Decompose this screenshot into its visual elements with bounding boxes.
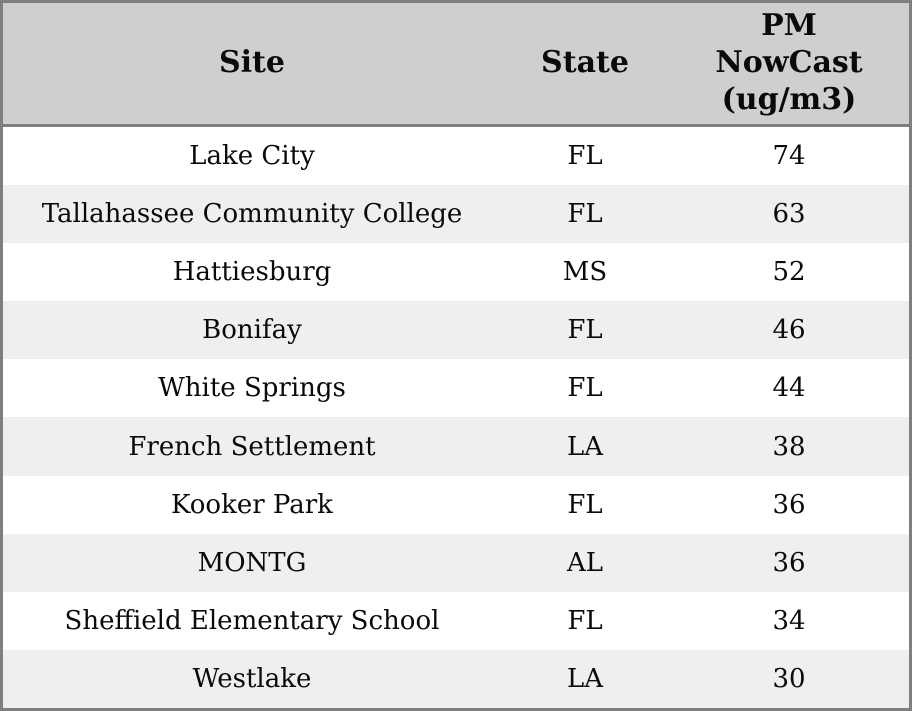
cell-site: French Settlement [128, 431, 376, 462]
column-header-pm-line-3: (ug/m3) [721, 81, 857, 117]
column-header-pm-line-1: PM [761, 8, 817, 44]
cell-state: FL [567, 373, 603, 404]
cell-pm: 46 [772, 315, 806, 346]
table-row [3, 185, 909, 243]
table-row [3, 359, 909, 417]
cell-state: AL [566, 547, 604, 578]
cell-state: MS [562, 257, 608, 288]
cell-site: Kooker Park [171, 489, 333, 520]
table-header-row [3, 3, 909, 127]
column-header-state-label: State [541, 45, 629, 81]
cell-site: Sheffield Elementary School [64, 605, 440, 636]
cell-pm: 36 [772, 547, 806, 578]
cell-site: White Springs [158, 373, 346, 404]
column-header-state [501, 45, 669, 82]
cell-state: FL [567, 489, 603, 520]
cell-site: Bonifay [202, 315, 302, 346]
table-row [3, 650, 909, 708]
column-header-pm-line-2: NowCast [715, 45, 863, 81]
table-row [3, 301, 909, 359]
column-header-site-label: Site [218, 45, 285, 81]
table-row [3, 534, 909, 592]
column-header-pm-nowcast [669, 8, 909, 119]
cell-pm: 44 [772, 373, 806, 404]
cell-state: FL [567, 141, 603, 172]
cell-pm: 63 [772, 199, 806, 230]
cell-site: MONTG [197, 547, 307, 578]
table-row [3, 417, 909, 475]
column-header-site [3, 45, 501, 82]
cell-pm: 34 [772, 605, 806, 636]
cell-pm: 30 [772, 663, 806, 694]
cell-pm: 36 [772, 489, 806, 520]
cell-site: Westlake [192, 663, 312, 694]
cell-pm: 74 [772, 141, 806, 172]
cell-pm: 52 [772, 257, 806, 288]
cell-site: Lake City [189, 141, 315, 172]
cell-state: LA [566, 431, 604, 462]
cell-pm: 38 [772, 431, 806, 462]
cell-state: LA [566, 663, 604, 694]
cell-state: FL [567, 605, 603, 636]
cell-site: Hattiesburg [172, 257, 332, 288]
cell-state: FL [567, 199, 603, 230]
table-row [3, 476, 909, 534]
table-row [3, 592, 909, 650]
cell-state: FL [567, 315, 603, 346]
cell-site: Tallahassee Community College [41, 199, 463, 230]
table-row [3, 127, 909, 185]
table-row [3, 243, 909, 301]
